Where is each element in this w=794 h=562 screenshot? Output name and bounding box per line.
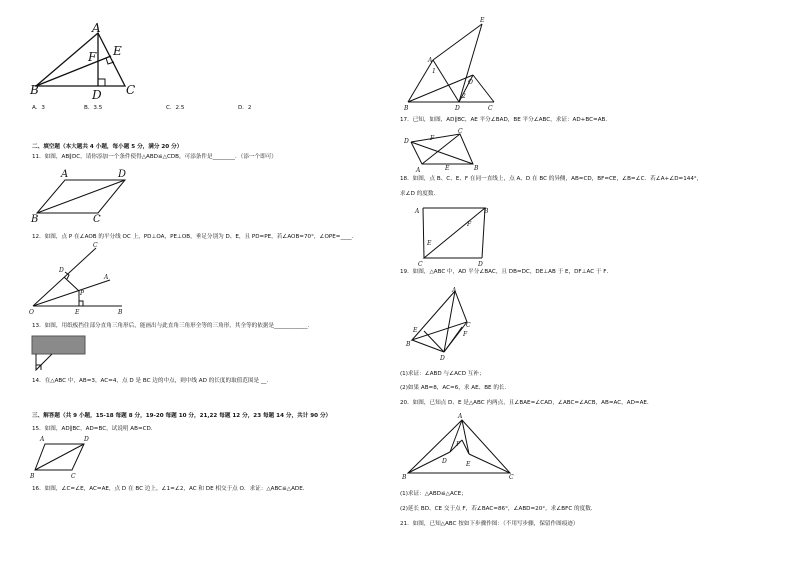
svg-text:O: O — [29, 309, 34, 316]
svg-text:1: 1 — [432, 68, 436, 75]
question-19-part2: (2)如果 AB=8，AC=6，求 AE、BE 的长． — [400, 385, 511, 391]
svg-text:B: B — [118, 309, 123, 316]
question-15: 15．如图，AD∥BC，AD=BC，试说明 AB=CD． — [32, 426, 157, 432]
svg-text:A: A — [452, 287, 457, 294]
svg-text:D: D — [455, 105, 460, 112]
figure-q12-angle — [33, 248, 122, 306]
svg-text:F: F — [463, 331, 468, 338]
svg-text:D: D — [440, 355, 445, 362]
svg-text:A: A — [40, 436, 45, 443]
question-11: 11．如图，AB∥DC，请你添加一个条件使得△ABD≌△CDB，可添条件是________．（添一个即可） — [32, 154, 277, 160]
question-17: 17．已知，如图，AD∥BC，AE 平分∠BAD，BE 平分∠ABC，求证：AD+BC=AB． — [400, 117, 611, 123]
figure-q11-parallelogram — [37, 180, 125, 213]
question-21: 21．如图，已知△ABC 按如下步骤作图：（不用写步骤，保留作图痕迹） — [400, 521, 579, 527]
svg-text:A: A — [416, 167, 421, 174]
svg-text:F: F — [467, 221, 472, 228]
option-c: C．2.5 — [166, 105, 185, 111]
question-19-part1: (1)求证：∠ABD 与∠ACD 互补； — [400, 371, 485, 377]
svg-text:B: B — [402, 474, 407, 481]
svg-text:B: B — [30, 473, 35, 480]
svg-text:C: C — [126, 83, 136, 97]
question-12: 12．如图，点 P 在∠AOB 的平分线 OC 上，PD⊥OA，PE⊥OB，垂足分别为 D、E，且 PD=PE，若∠AOB=70°，∠OPE=____. — [32, 234, 354, 240]
svg-text:P: P — [80, 290, 85, 297]
option-b: B．3.5 — [84, 105, 103, 111]
svg-text:E: E — [427, 240, 432, 247]
option-a: A．3 — [32, 105, 45, 111]
svg-text:F: F — [430, 135, 435, 142]
svg-text:E: E — [480, 17, 485, 24]
figure-q15-parallelogram — [35, 444, 84, 470]
svg-text:A: A — [92, 21, 101, 35]
question-16: 16．如图，∠C=∠E，AC=AE，点 D 在 BC 边上，∠1=∠2，AC 和 DE 相交于点 O．求证：△ABC≌△ADE． — [32, 486, 309, 492]
question-20-part2: (2)延长 BD、CE 交于点 F，若∠BAC=86°，∠ABD=20°，求∠BFC 的度数． — [400, 506, 597, 512]
svg-text:E: E — [445, 165, 450, 172]
svg-text:C: C — [71, 473, 76, 480]
svg-text:C: C — [418, 261, 423, 268]
section3-heading: 三、解答题（共 9 小题，15-18 每题 8 分，19-20 每题 10 分，21,22 每题 12 分，23 每题 14 分，共计 90 分） — [32, 413, 332, 419]
svg-text:D: D — [59, 267, 64, 274]
figure-q10-triangle — [36, 33, 125, 86]
svg-text:E: E — [75, 309, 80, 316]
section2-heading: 二、填空题（本大题共 4 小题，每小题 5 分，满分 20 分） — [32, 144, 183, 150]
svg-text:F: F — [88, 50, 97, 64]
svg-text:B: B — [406, 341, 411, 348]
question-14: 14．在△ABC 中，AB=3，AC=4，点 D 是 BC 边的中点，则中线 AD 的长度的取值范围是 __. — [32, 378, 269, 384]
svg-text:A: A — [415, 208, 420, 215]
figure-q18-figure — [411, 134, 473, 164]
svg-text:C: C — [509, 474, 514, 481]
svg-text:B: B — [404, 105, 409, 112]
svg-text:A: A — [458, 413, 463, 420]
svg-text:E: E — [466, 461, 471, 468]
svg-text:B: B — [30, 83, 39, 97]
svg-text:D: D — [118, 169, 127, 180]
svg-text:D: D — [404, 138, 409, 145]
figure-q17-figure — [408, 24, 494, 102]
option-d: D．2 — [238, 105, 252, 111]
svg-text:D: D — [442, 458, 447, 465]
svg-text:C: C — [458, 128, 463, 135]
figure-q18b-figure — [423, 208, 485, 258]
svg-text:B: B — [474, 165, 479, 172]
svg-text:E: E — [413, 327, 418, 334]
svg-text:A: A — [428, 57, 433, 64]
svg-text:C: C — [488, 105, 493, 112]
question-13: 13．如图，用纸板挡住部分直角三角形后，能画出与此直角三角形全等的三角形，其全等的依据是____________. — [32, 323, 310, 329]
svg-text:D: D — [84, 436, 89, 443]
figure-q13-covered-triangle — [32, 336, 85, 370]
svg-text:B: B — [31, 214, 39, 225]
question-19: 19．如图，△ABC 中，AD 平分∠BAC，且 DB=DC，DE⊥AB 于 E，DF⊥AC 于 F． — [400, 269, 613, 275]
svg-text:D: D — [92, 88, 102, 102]
svg-text:C: C — [466, 322, 471, 329]
svg-text:O: O — [468, 79, 473, 86]
svg-text:A: A — [61, 169, 69, 180]
svg-text:E: E — [113, 44, 122, 58]
question-20-part1: (1)求证：△ABD≌△ACE； — [400, 491, 467, 497]
svg-text:2: 2 — [462, 93, 466, 100]
svg-text:C: C — [93, 242, 98, 249]
figure-q19-figure — [412, 291, 467, 352]
question-18-line2: 求∠D 的度数． — [400, 191, 440, 197]
svg-text:A: A — [104, 274, 109, 281]
svg-text:D: D — [478, 261, 483, 268]
svg-text:F: F — [456, 441, 461, 448]
svg-text:C: C — [93, 214, 101, 225]
question-20: 20．如图，已知点 D、E 是△ABC 内两点，且∠BAE=∠CAD，∠ABC=∠ACB，AB=AC，AD=AE． — [400, 400, 653, 406]
svg-text:B: B — [484, 208, 489, 215]
question-18-line1: 18．如图，点 B、C、E、F 在同一直线上，点 A、D 在 BC 的异侧，AB=CD，BF=CE，∠B=∠C．若∠A+∠D=144°， — [400, 176, 703, 182]
